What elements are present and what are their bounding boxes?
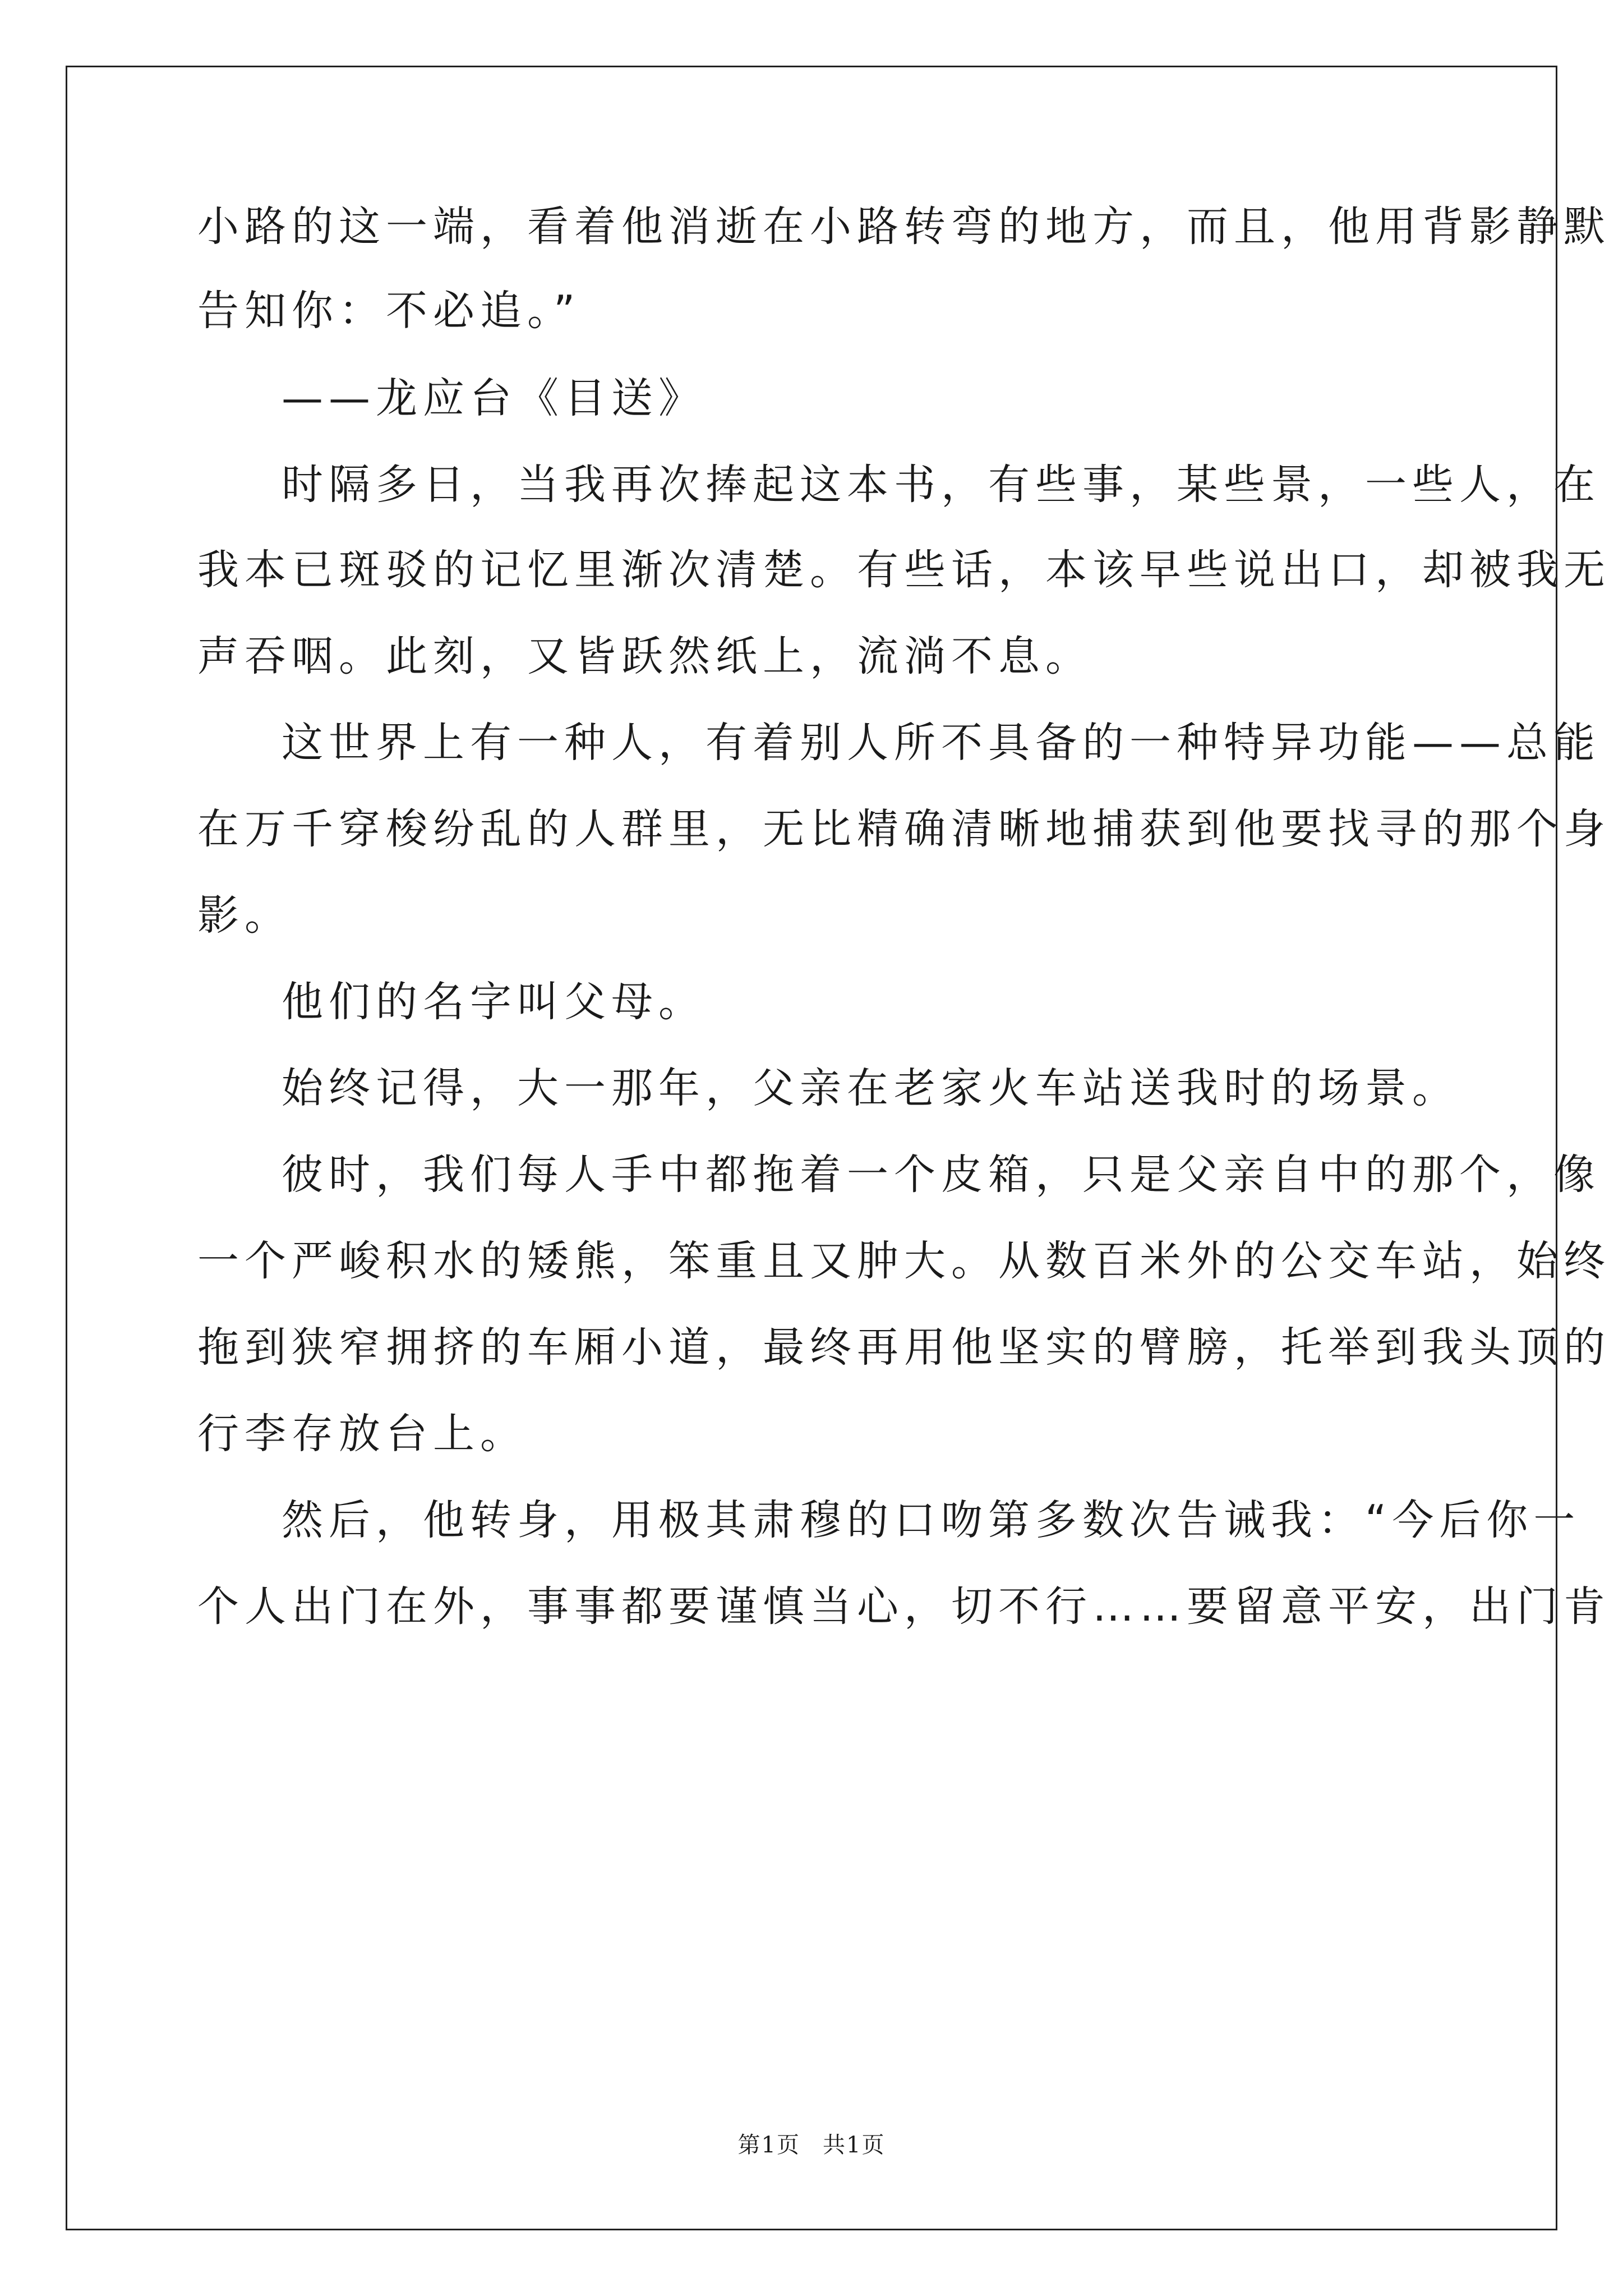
text-line: 这世界上有一种人，有着别人所不具备的一种特异功能——总能 <box>282 719 1601 767</box>
text-line: 声吞咽。此刻，又皆跃然纸上，流淌不息。 <box>197 632 1092 680</box>
text-line: 在万千穿梭纷乱的人群里，无比精确清晰地捕获到他要找寻的那个身 <box>197 805 1611 853</box>
text-line: 时隔多日，当我再次捧起这本书，有些事，某些景，一些人，在 <box>282 461 1601 509</box>
text-line: 行李存放台上。 <box>197 1410 527 1458</box>
text-line: 小路的这一端，看着他消逝在小路转弯的地方，而且，他用背影静默 <box>197 203 1611 251</box>
page-total: 共1页 <box>823 2132 886 2158</box>
text-line: 彼时，我们每人手中都拖着一个皮箱，只是父亲自中的那个，像 <box>282 1151 1601 1199</box>
text-line: 然后，他转身，用极其肃穆的口吻第多数次告诫我：“今后你一 <box>282 1496 1581 1544</box>
text-line: 告知你：不必追。” <box>197 287 581 335</box>
text-line: 我本已斑驳的记忆里渐次清楚。有些话，本该早些说出口，却被我无 <box>197 546 1611 594</box>
page-footer <box>0 2127 1623 2159</box>
text-line: 一个严峻积水的矮熊，笨重且又肿大。从数百米外的公交车站，始终 <box>197 1237 1611 1285</box>
quote-attribution: ——龙应台《目送》 <box>282 374 706 422</box>
page-number: 第1页 <box>737 2132 800 2158</box>
text-line: 个人出门在外，事事都要谨慎当心，切不行……要留意平安，出门肯 <box>197 1582 1611 1631</box>
text-line: 始终记得，大一那年，父亲在老家火车站送我时的场景。 <box>282 1064 1459 1112</box>
text-line: 影。 <box>197 891 292 940</box>
text-line: 他们的名字叫父母。 <box>282 978 706 1026</box>
text-line: 拖到狭窄拥挤的车厢小道，最终再用他坚实的臂膀，托举到我头顶的 <box>197 1323 1611 1372</box>
